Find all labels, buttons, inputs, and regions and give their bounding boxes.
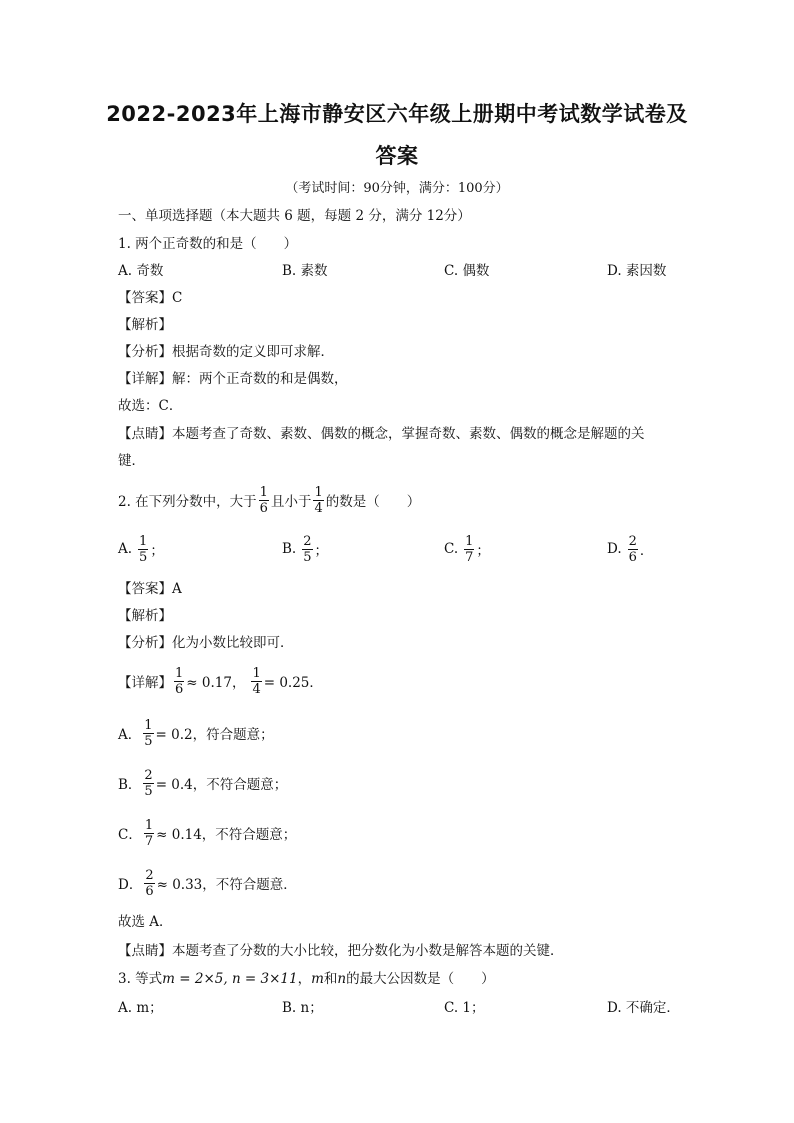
line-rest: ≈ 0.33，不符合题意． (156, 877, 297, 893)
option-tail: ； (476, 543, 490, 559)
fraction (302, 534, 312, 565)
numerator: 2 (628, 533, 637, 549)
q3-option-c: C. 1； (444, 1000, 485, 1016)
denominator: 4 (314, 500, 323, 516)
q1-answer: 【答案】C (118, 290, 183, 306)
denominator: 6 (259, 500, 268, 516)
numerator: 1 (139, 533, 148, 549)
option-tail: ． (639, 543, 654, 559)
numerator: 1 (465, 533, 474, 549)
exam-info: （考试时间：90分钟，满分：100分） (285, 181, 509, 196)
line-rest: = 0.2，符合题意； (155, 727, 274, 743)
q2-analysis: 【分析】化为小数比较即可． (118, 635, 294, 651)
page-title-cont: 答案 (375, 144, 419, 168)
line-rest: = 0.4，不符合题意； (155, 777, 288, 793)
q3-equation: m = 2×5, n = 3×11 (162, 971, 298, 987)
q3-option-d: D. 不确定． (607, 1000, 680, 1016)
denominator: 6 (175, 681, 184, 697)
denominator: 5 (144, 733, 153, 749)
detail-part1: ≈ 0.17， (186, 675, 246, 691)
denominator: 7 (144, 833, 154, 849)
q2-comment: 【点睛】本题考查了分数的大小比较，把分数化为小数是解答本题的关键． (118, 943, 564, 959)
numerator: 1 (144, 817, 154, 833)
q2-option-d (607, 531, 653, 567)
line-label: A． (118, 727, 142, 743)
denominator: 4 (252, 681, 261, 697)
line-label: C． (118, 827, 142, 843)
numerator: 1 (252, 665, 261, 681)
denominator: 6 (145, 883, 154, 899)
q2-jiexi: 【解析】 (118, 608, 172, 624)
q2-line-a (118, 715, 274, 751)
option-tail: ； (150, 543, 164, 559)
detail-label: 【详解】 (118, 675, 172, 691)
detail-part2: = 0.25． (263, 675, 323, 691)
q3-option-b: B. n； (282, 1000, 323, 1016)
denominator: 5 (139, 549, 148, 565)
q2-choose: 故选 A． (118, 914, 173, 930)
q2-stem-pre: 2. 在下列分数中，大于 (118, 494, 257, 510)
q3-and: 和 (323, 971, 338, 987)
option-label: C. (444, 541, 459, 557)
numerator: 1 (259, 484, 268, 500)
option-tail: ； (314, 543, 328, 559)
numerator: 1 (314, 484, 323, 500)
fraction (174, 666, 184, 697)
line-label: B． (118, 777, 142, 793)
q3-option-a: A. m； (118, 1000, 163, 1016)
numerator: 1 (144, 717, 153, 733)
line-rest: ≈ 0.14，不符合题意； (156, 827, 297, 843)
q2-option-b (282, 531, 328, 567)
q3-comma: ， (297, 971, 312, 987)
question-3-stem (118, 970, 495, 988)
question-2-stem (118, 482, 420, 518)
q1-jiexi: 【解析】 (118, 317, 172, 333)
q1-analysis: 【分析】根据奇数的定义即可求解． (118, 344, 334, 360)
numerator: 2 (144, 767, 153, 783)
section-heading: 一、单项选择题（本大题共 6 题，每题 2 分，满分 12分） (118, 208, 471, 224)
q2-line-b (118, 765, 287, 801)
fraction (144, 818, 154, 849)
q3-var-m: m (311, 971, 324, 987)
q2-answer: 【答案】A (118, 581, 182, 597)
q2-stem-post: 的数是（ ） (325, 494, 421, 510)
denominator: 6 (628, 549, 637, 565)
q1-comment-cont: 键． (118, 453, 145, 469)
fraction (143, 768, 153, 799)
q1-choose: 故选：C． (118, 398, 183, 414)
q1-option-b: B. 素数 (282, 263, 328, 279)
q2-line-c (118, 815, 296, 851)
q1-option-a: A. 奇数 (118, 263, 164, 279)
denominator: 7 (465, 549, 474, 565)
question-1-stem: 1. 两个正奇数的和是（ ） (118, 236, 298, 252)
numerator: 1 (175, 665, 184, 681)
fraction (138, 534, 148, 565)
q3-stem-post: 的最大公因数是（ ） (346, 971, 495, 987)
fraction (251, 666, 261, 697)
denominator: 5 (144, 783, 153, 799)
line-label: D． (118, 877, 143, 893)
fraction (144, 868, 154, 899)
fraction (143, 718, 153, 749)
q2-option-a (118, 531, 164, 567)
numerator: 2 (303, 533, 312, 549)
option-label: B. (282, 541, 297, 557)
q1-option-d: D. 素因数 (607, 263, 667, 279)
q3-stem-pre: 3. 等式 (118, 971, 163, 987)
q1-option-c: C. 偶数 (444, 263, 490, 279)
q3-var-n: n (337, 971, 347, 987)
fraction (259, 485, 269, 516)
numerator: 2 (145, 867, 154, 883)
fraction (628, 534, 638, 565)
denominator: 5 (303, 549, 312, 565)
option-label: D. (607, 541, 622, 557)
option-label: A. (118, 541, 133, 557)
q2-option-c (444, 531, 490, 567)
fraction (464, 534, 474, 565)
q2-line-d (118, 865, 297, 901)
page-title: 2022-2023年上海市静安区六年级上册期中考试数学试卷及 (106, 102, 688, 126)
q2-stem-mid: 且小于 (270, 494, 312, 510)
q1-detail: 【详解】解：两个正奇数的和是偶数， (118, 371, 348, 387)
q1-comment: 【点睛】本题考查了奇数、素数、偶数的概念，掌握奇数、素数、偶数的概念是解题的关 (118, 426, 645, 442)
fraction (313, 485, 323, 516)
q2-detail (118, 663, 323, 699)
